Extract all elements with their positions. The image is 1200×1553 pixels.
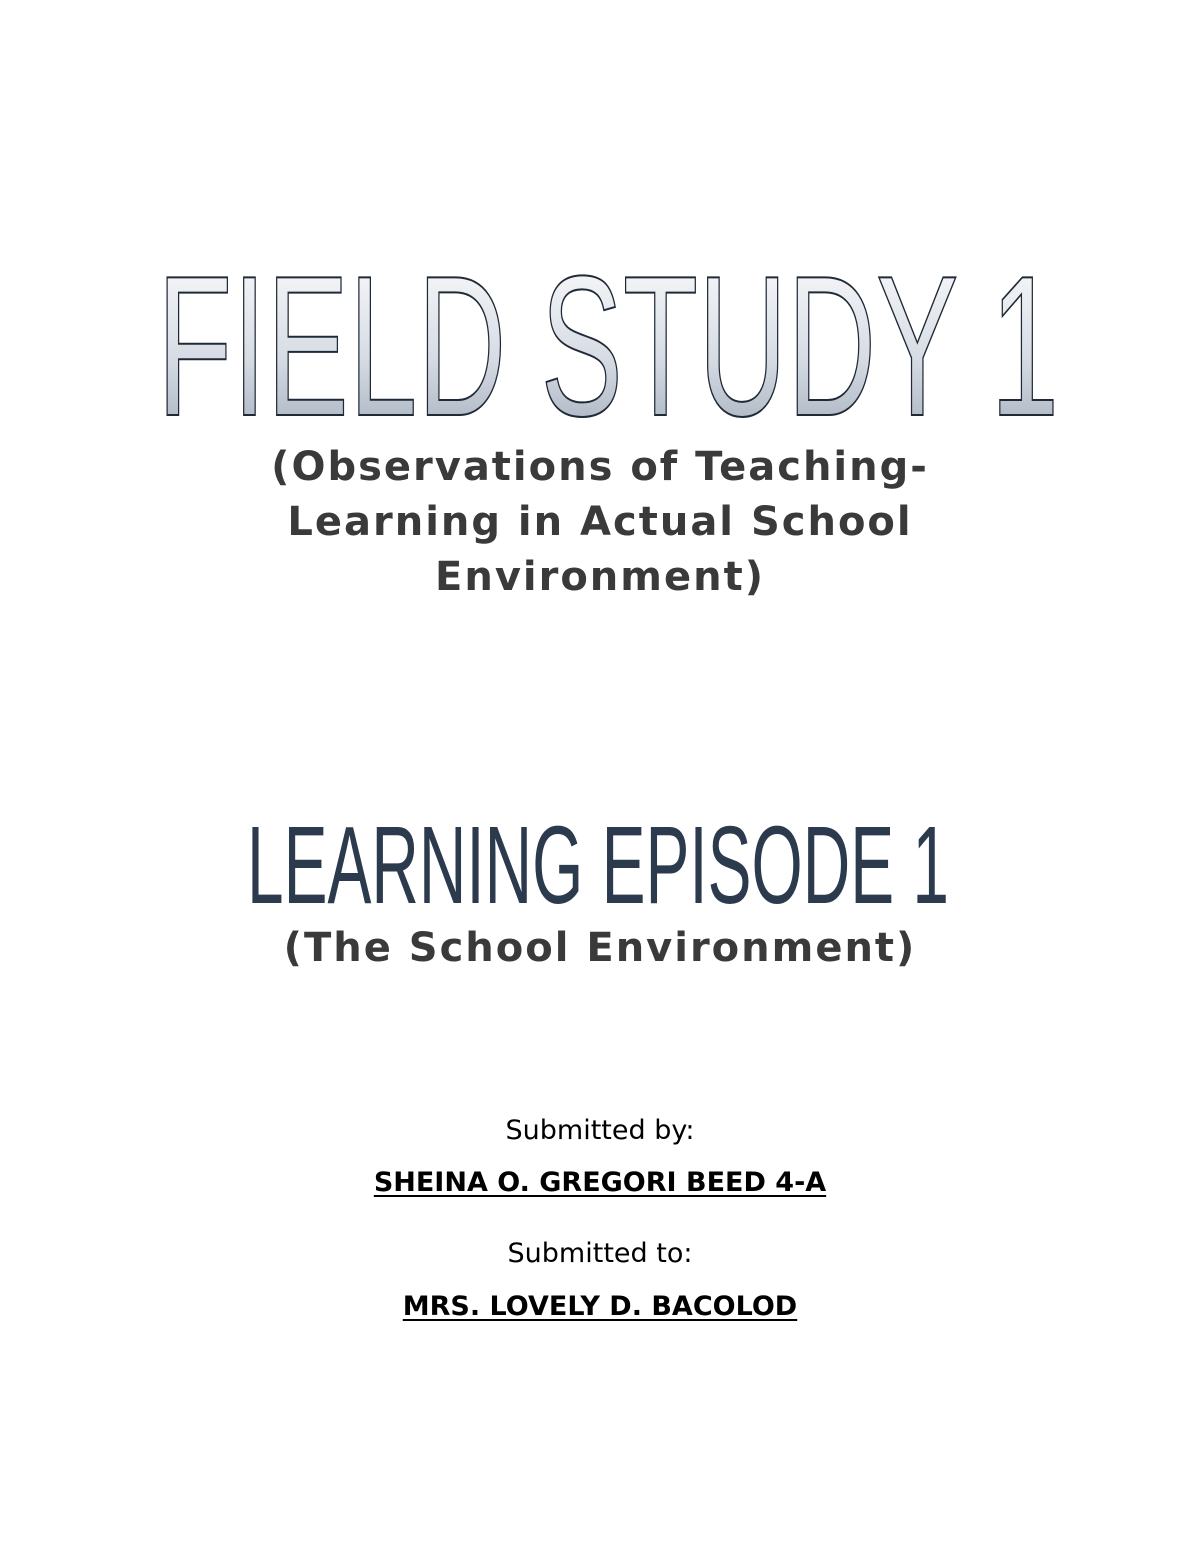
submitted-to-label: Submitted to: [507,1238,693,1269]
title-wordart [0,255,1200,430]
subtitle-line-1: (Observations of Teaching- [271,444,929,490]
submitted-by-label: Submitted by: [505,1115,695,1146]
episode-heading [0,810,1200,920]
title-subtitle [200,440,1000,605]
episode-subtitle: (The School Environment) [283,925,917,971]
instructor-name: MRS. LOVELY D. BACOLOD [402,1291,798,1322]
student-name: SHEINA O. GREGORI BEED 4-A [373,1167,827,1198]
episode-title: LEARNING EPISODE 1 [247,810,950,920]
subtitle-line-3: Environment) [435,554,765,600]
main-title: FIELD STUDY 1 [157,255,1059,430]
submitted-to-name [0,1291,1200,1322]
subtitle-line-2: Learning in Actual School [287,499,913,545]
submitted-by-name [0,1167,1200,1198]
